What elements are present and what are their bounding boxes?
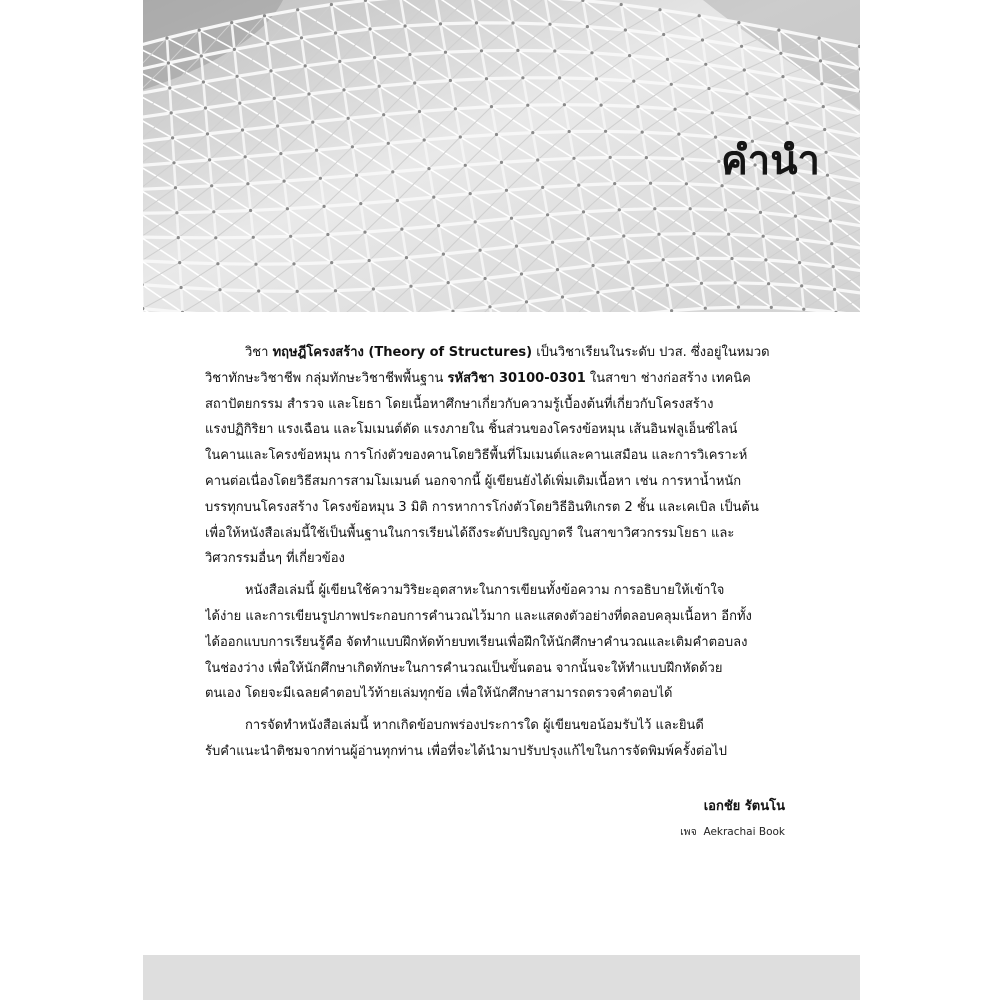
text-line (205, 656, 795, 682)
text-line (205, 366, 795, 392)
text-run: เพื่อให้หนังสือเล่มนี้ใช้เป็นพื้นฐานในการเรียนได้ถึงระดับปริญญาตรี ในสาขาวิศวกรรมโยธา และ (205, 525, 735, 541)
text-line (205, 392, 795, 418)
page-name: Aekrachai Book (703, 826, 785, 838)
preface-paragraph (205, 578, 795, 707)
text-run: ได้ออกแบบการเรียนรู้คือ จัดทำแบบฝึกหัดท้ายบทเรียนเพื่อฝึกให้นักศึกษาคำนวณและเติมคำตอบลง (205, 634, 748, 650)
author-page (680, 823, 785, 840)
text-line (205, 604, 795, 630)
text-line (205, 713, 795, 739)
text-line (205, 417, 795, 443)
text-line (205, 495, 795, 521)
text-line (205, 630, 795, 656)
text-run: วิชาทักษะวิชาชีพ กลุ่มทักษะวิชาชีพพื้นฐาน (205, 370, 448, 386)
text-line (205, 469, 795, 495)
preface-paragraph (205, 340, 795, 572)
text-run: ตนเอง โดยจะมีเฉลยคำตอบไว้ท้ายเล่มทุกข้อ เพื่อให้นักศึกษาสามารถตรวจคำตอบได้ (205, 686, 673, 702)
text-run: เป็นวิชาเรียนในระดับ ปวส. ซึ่งอยู่ในหมวด (532, 345, 770, 360)
text-line (205, 340, 795, 366)
book-page (143, 0, 860, 1000)
header-banner-image (143, 0, 860, 312)
text-line (205, 443, 795, 469)
text-run: บรรทุกบนโครงสร้าง โครงข้อหมุน 3 มิติ การหาการโก่งตัวโดยวิธีอินทิเกรต 2 ชั้น และเคเบิล เป็นต้น (205, 499, 759, 515)
text-run: รับคำแนะนำติชมจากท่านผู้อ่านทุกท่าน เพื่อที่จะได้นำมาปรับปรุงแก้ไขในการจัดพิมพ์ครั้งต่อไป (205, 743, 727, 759)
text-line (205, 578, 795, 604)
text-run: ได้ง่าย และการเขียนรูปภาพประกอบการคำนวณไว้มาก และแสดงตัวอย่างที่ดลอบคลุมเนื้อหา อีกทั้ง (205, 608, 752, 624)
footer-band (143, 955, 860, 1000)
text-run: สถาปัตยกรรม สำรวจ และโยธา โดยเนื้อหาศึกษาเกี่ยวกับความรู้เบื้องต้นที่เกี่ยวกับโครงสร้าง (205, 396, 714, 412)
text-line (205, 681, 795, 707)
bold-text: ทฤษฎีโครงสร้าง (Theory of Structures) (272, 345, 533, 360)
text-run: วิชา (245, 345, 273, 360)
text-run: ในสาขา ช่างก่อสร้าง เทคนิค (585, 370, 751, 386)
author-name: เอกชัย รัตนโน (703, 799, 785, 814)
preface-paragraph (205, 713, 795, 765)
text-run: คานต่อเนื่องโดยวิธีสมการสามโมเมนต์ นอกจากนี้ ผู้เขียนยังได้เพิ่มเติมเนื้อหา เช่น การหาน้ำหนัก (205, 473, 742, 489)
page-title: คำนำ (720, 138, 820, 184)
text-line (205, 546, 795, 572)
text-run: การจัดทำหนังสือเล่มนี้ หากเกิดข้อบกพร่องประการใด ผู้เขียนขอน้อมรับไว้ และยินดี (245, 718, 704, 734)
page-label: เพจ (680, 826, 697, 838)
text-run: วิศวกรรมอื่นๆ ที่เกี่ยวข้อง (205, 551, 345, 567)
bold-text: รหัสวิชา 30100-0301 (447, 370, 586, 386)
text-line (205, 739, 795, 765)
text-run: หนังสือเล่มนี้ ผู้เขียนใช้ความวิริยะอุตสาหะในการเขียนทั้งข้อความ การอธิบายให้เข้าใจ (245, 583, 725, 599)
text-line (205, 521, 795, 547)
text-run: ในคานและโครงข้อหมุน การโก่งตัวของคานโดยวิธีพื้นที่โมเมนต์และคานเสมือน และการวิเคราะห์ (205, 448, 748, 464)
text-run: แรงปฏิกิริยา แรงเฉือน และโมเมนต์ดัด แรงภายใน ชิ้นส่วนของโครงข้อหมุน เส้นอินฟลูเอ็นซ์ไลน์ (205, 422, 738, 438)
text-run: ในช่องว่าง เพื่อให้นักศึกษาเกิดทักษะในการคำนวณเป็นขั้นตอน จากนั้นจะให้ทำแบบฝึกหัดด้วย (205, 660, 723, 676)
preface-body (205, 340, 795, 771)
